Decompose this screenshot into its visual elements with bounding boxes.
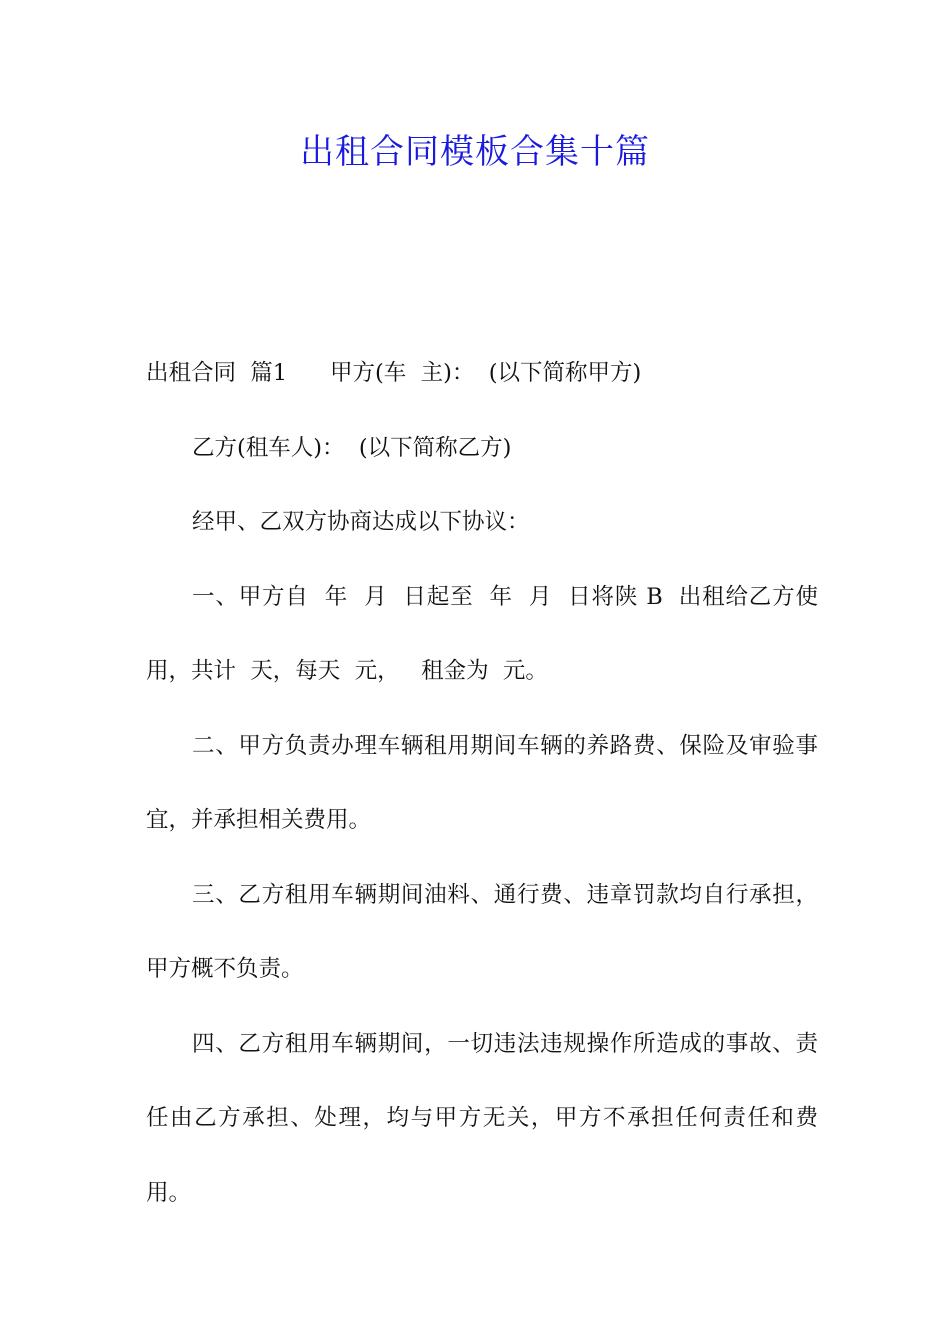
document-body: [146, 336, 818, 1230]
document-title: 出租合同模板合集十篇: [300, 132, 650, 172]
paragraph-clause-2: 二、甲方负责办理车辆租用期间车辆的养路费、保险及审验事宜，并承担相关费用。: [146, 732, 818, 833]
paragraph-party-b: 乙方(租车人)： (以下简称乙方): [192, 434, 512, 461]
paragraph-heading: 出租合同 篇1 甲方(车 主)： (以下简称甲方): [146, 360, 642, 386]
paragraph-clause-3: 三、乙方租用车辆期间油料、通行费、违章罚款均自行承担，甲方概不负责。: [146, 881, 818, 982]
paragraph-clause-1: 一、甲方自 年 月 日起至 年 月 日将陕 B 出租给乙方使用，共计 天，每天 元， 租金为 元。: [146, 583, 818, 684]
paragraph-agreement-intro: 经甲、乙双方协商达成以下协议：: [192, 509, 530, 535]
paragraph-clause-4: 四、乙方租用车辆期间，一切违法违规操作所造成的事故、责任由乙方承担、处理，均与甲方无关，甲方不承担任何责任和费用。: [146, 1030, 818, 1206]
